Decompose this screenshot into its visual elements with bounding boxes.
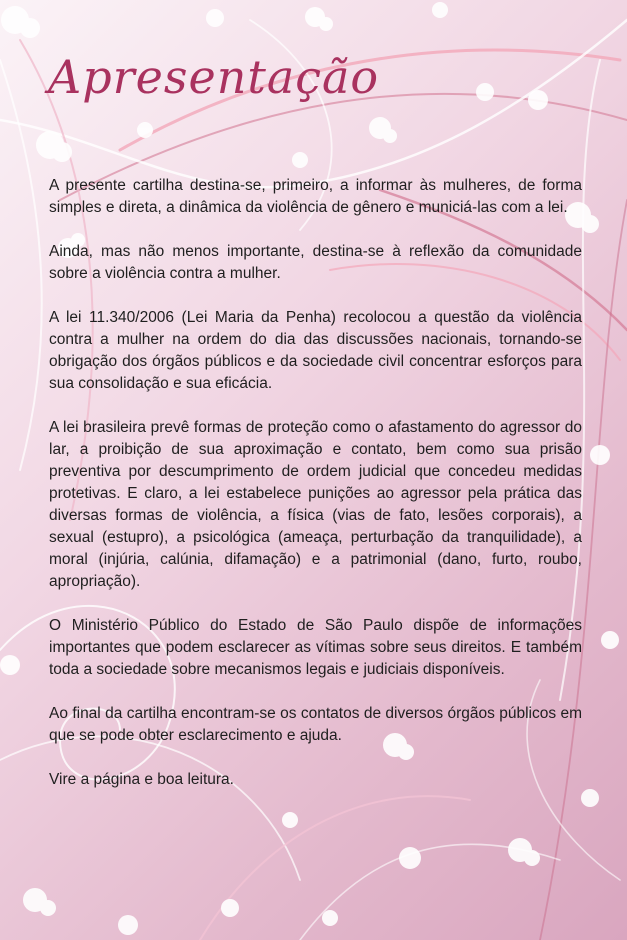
paragraph-ministry: O Ministério Público do Estado de São Paulo dispõe de informações importantes que podem esclarecer as vítimas sobre seus direitos. E também toda a sociedade sobre mecanismos legais e judiciais disponíveis. xyxy=(49,617,582,678)
paragraph-closing: Vire a página e boa leitura. xyxy=(49,771,234,788)
presentation-text xyxy=(49,175,582,813)
page-title: Apresentação xyxy=(48,50,380,104)
paragraph-law: A lei 11.340/2006 (Lei Maria da Penha) recolocou a questão da violência contra a mulher na ordem do dia das discussões nacionais, tornando-se obrigação dos órgãos públicos e da sociedade civil concentrar esforços para sua consolidação e sua eficácia. xyxy=(49,309,582,392)
paragraph-protection: A lei brasileira prevê formas de proteção como o afastamento do agressor do lar, a proibição de sua aproximação e contato, bem como sua prisão preventiva por descumprimento de ordem judicial que concedeu medidas protetivas. E claro, a lei estabelece punições ao agressor pela prática das diversas formas de violência, a física (vias de fato, lesões corporais), a sexual (estupro), a psicológica (ameaça, perturbação da tranquilidade), a moral (injúria, calúnia, difamação) e a patrimonial (dano, furto, roubo, apropriação). xyxy=(49,419,582,590)
paragraph-contacts: Ao final da cartilha encontram-se os contatos de diversos órgãos públicos em que se pode obter esclarecimento e ajuda. xyxy=(49,705,582,744)
paragraph-intro: A presente cartilha destina-se, primeiro, a informar às mulheres, de forma simples e direta, a dinâmica da violência de gênero e municiá-las com a lei. xyxy=(49,177,582,216)
paragraph-reflection: Ainda, mas não menos importante, destina-se à reflexão da comunidade sobre a violência contra a mulher. xyxy=(49,243,582,282)
